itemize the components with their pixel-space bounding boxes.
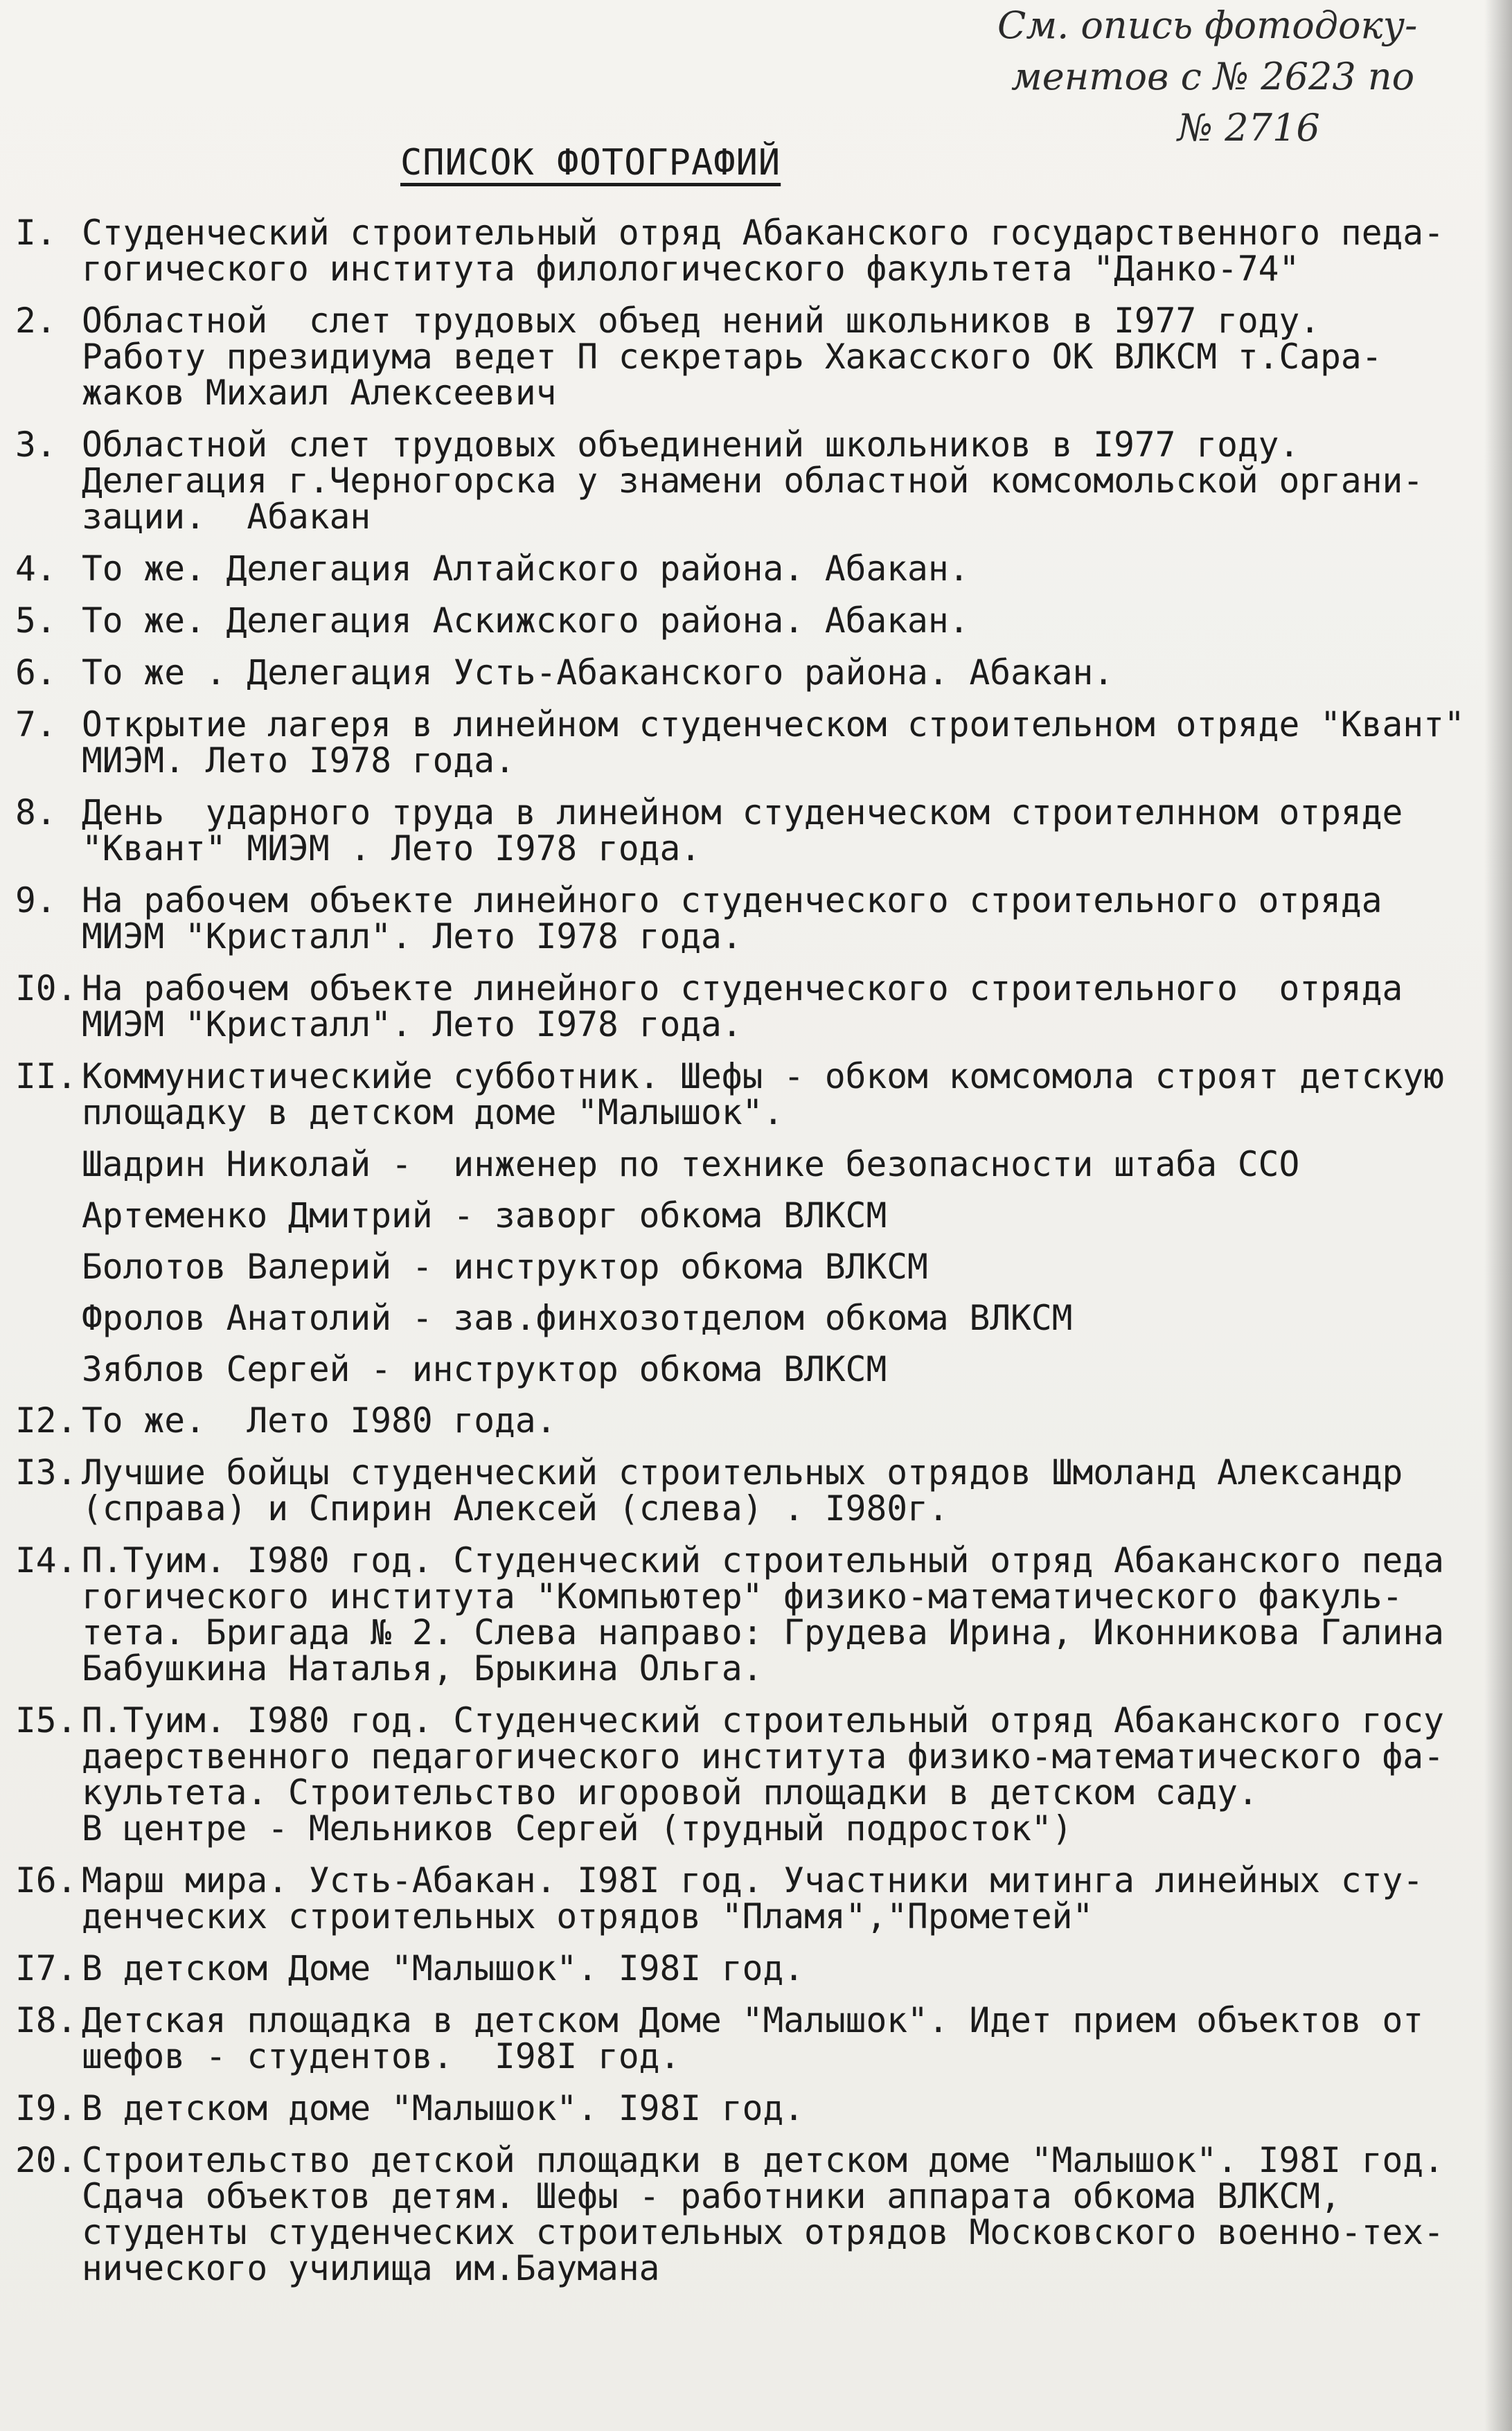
item-text-line: жаков Михаил Алексеевич [82, 373, 557, 413]
item-text-line: В детском Доме "Малышок". I98I год. [82, 1948, 805, 1988]
item-number: I9. [15, 2088, 78, 2128]
list-item [15, 654, 1504, 691]
item-text-line: (справа) и Спирин Алексей (слева) . I980г. [82, 1488, 949, 1529]
item-text [82, 600, 1504, 641]
item-text-line: зации. Абакан [82, 497, 371, 537]
list-item [15, 1950, 1504, 1986]
item-text-line: То же. Делегация Аскижского района. Абакан. [82, 600, 970, 641]
item-text [82, 2002, 1504, 2074]
list-item [15, 600, 1504, 641]
list-item [15, 882, 1504, 954]
list-item [15, 704, 1504, 781]
list-item [15, 2142, 1504, 2286]
item-text-line: культета. Строительство игоровой площадки в детском саду. [82, 1772, 1258, 1813]
item-text-line: шефов - студентов. I98I год. [82, 2036, 681, 2076]
handwritten-note [997, 0, 1510, 154]
item-number: I2. [15, 1400, 78, 1441]
item-text [82, 215, 1504, 287]
item-number: 8. [15, 792, 57, 832]
people-list [82, 1146, 1504, 1387]
item-number: I. [15, 213, 57, 253]
item-text-line: Коммунистическийе субботник. Шефы - обком комсомола строят детскую [82, 1056, 1444, 1096]
item-number: 7. [15, 704, 57, 745]
item-text-line: Делегация г.Черногорска у знамени областной комсомольской органи- [82, 461, 1424, 501]
list-item [15, 970, 1504, 1042]
item-text-line: площадку в детском доме "Малышок". [82, 1092, 784, 1132]
item-text [82, 1950, 1504, 1986]
item-text-line: студенты студенческих строительных отрядов Московского военно-тех- [82, 2212, 1444, 2252]
item-text-line: Лучшие бойцы студенческий строительных отрядов Шмоланд Александр [82, 1452, 1403, 1493]
item-text-line: П.Туим. I980 год. Студенческий строительный отряд Абаканского госу [82, 1700, 1444, 1740]
list-item [15, 215, 1504, 287]
list-item [15, 2002, 1504, 2074]
item-text-line: Сдача объектов детям. Шефы - работники аппарата обкома ВЛКСМ, [82, 2176, 1341, 2216]
item-number: I7. [15, 1948, 78, 1988]
item-text-line: гогического института "Компьютер" физико-математического факуль- [82, 1576, 1403, 1617]
item-text-line: Бабушкина Наталья, Брыкина Ольга. [82, 1648, 763, 1689]
item-text [82, 704, 1504, 781]
item-number: I4. [15, 1540, 78, 1580]
item-number: 2. [15, 301, 57, 341]
item-text-line: Работу президиума ведет П секретарь Хакасского ОК ВЛКСМ т.Сара- [82, 337, 1382, 377]
photo-list [15, 215, 1504, 2302]
list-item [15, 427, 1504, 535]
item-text [82, 1058, 1504, 1130]
item-number: 20. [15, 2140, 78, 2180]
item-number: II. [15, 1056, 78, 1096]
document-title: СПИСОК ФОТОГРАФИЙ [400, 142, 781, 184]
item-text-line: День ударного труда в линейном студенческом строителнном отряде [82, 792, 1403, 832]
item-text-line: гогического института филологического факультета "Данко-74" [82, 249, 1300, 289]
item-number: 3. [15, 425, 57, 465]
item-text-line: денческих строительных отрядов "Пламя","Прометей" [82, 1896, 1094, 1936]
item-text-line: МИЭМ "Кристалл". Лето I978 года. [82, 1004, 742, 1044]
list-item [15, 792, 1504, 869]
list-item [15, 1862, 1504, 1934]
item-number: I5. [15, 1700, 78, 1740]
item-text-line: тета. Бригада № 2. Слева направо: Грудева Ирина, Иконникова Галина [82, 1612, 1444, 1653]
item-text [82, 882, 1504, 954]
item-text [82, 792, 1504, 869]
item-number: I8. [15, 2000, 78, 2040]
list-item [15, 303, 1504, 411]
item-number: I6. [15, 1860, 78, 1900]
item-text [82, 970, 1504, 1042]
item-text [82, 2142, 1504, 2286]
item-text-line: МИЭМ. Лето I978 года. [82, 740, 515, 781]
item-text [82, 427, 1504, 535]
person-entry: Зяблов Сергей - инструктор обкома ВЛКСМ [82, 1349, 887, 1389]
list-item [15, 1058, 1504, 1130]
item-text-line: Областной слет трудовых объед нений школьников в I977 году. [82, 301, 1321, 341]
item-number: I3. [15, 1452, 78, 1493]
person-entry: Фролов Анатолий - зав.финхозотделом обкома ВЛКСМ [82, 1298, 1073, 1338]
item-text-line: В центре - Мельников Сергей (трудный подросток") [82, 1808, 1073, 1849]
item-text-line: МИЭМ "Кристалл". Лето I978 года. [82, 916, 742, 956]
person-entry: Артеменко Дмитрий - заворг обкома ВЛКСМ [82, 1195, 887, 1236]
item-text-line: То же. Лето I980 года. [82, 1400, 557, 1441]
item-text-line: Студенческий строительный отряд Абаканского государственного педа- [82, 213, 1444, 253]
handwritten-note-line: См. опись фотодоку- [997, 3, 1418, 47]
handwritten-note-line: ментов с № 2623 по [1011, 55, 1415, 98]
item-number: 4. [15, 549, 57, 589]
item-text-line: На рабочем объекте линейного студенческого строительного отряда [82, 968, 1403, 1008]
handwritten-note-line: № 2716 [1177, 106, 1320, 150]
item-number: I0. [15, 968, 78, 1008]
item-text-line: То же . Делегация Усть-Абаканского района. Абакан. [82, 652, 1114, 693]
item-text-line: Областной слет трудовых объединений школьников в I977 году. [82, 425, 1300, 465]
list-item [15, 551, 1504, 587]
item-text-line: даерственного педагогического института физико-математического фа- [82, 1736, 1444, 1776]
list-item [15, 2090, 1504, 2126]
item-text-line: П.Туим. I980 год. Студенческий строительный отряд Абаканского педа [82, 1540, 1444, 1580]
item-text-line: нического училища им.Баумана [82, 2248, 660, 2288]
list-item [15, 1452, 1504, 1529]
item-text-line: В детском доме "Малышок". I98I год. [82, 2088, 805, 2128]
item-text [82, 551, 1504, 587]
item-number: 9. [15, 880, 57, 920]
item-text-line: Детская площадка в детском Доме "Малышок". Идет прием объектов от [82, 2000, 1424, 2040]
list-item [15, 1540, 1504, 1689]
item-text [82, 1540, 1504, 1689]
item-text-line: Открытие лагеря в линейном студенческом строительном отряде "Квант" [82, 704, 1465, 745]
item-text-line: Марш мира. Усть-Абакан. I98I год. Участники митинга линейных сту- [82, 1860, 1424, 1900]
item-text [82, 303, 1504, 411]
item-text-line: На рабочем объекте линейного студенческого строительного отряда [82, 880, 1382, 920]
person-entry: Шадрин Николай - инженер по технике безопаcности штаба ССО [82, 1144, 1300, 1184]
item-text [82, 2090, 1504, 2126]
item-text-line: То же. Делегация Алтайского района. Абакан. [82, 549, 970, 589]
item-number: 6. [15, 652, 57, 693]
list-item [15, 1402, 1504, 1439]
item-text [82, 1402, 1504, 1439]
list-item [15, 1700, 1504, 1849]
item-text-line: "Квант" МИЭМ . Лето I978 года. [82, 828, 702, 869]
item-text [82, 654, 1504, 691]
item-number: 5. [15, 600, 57, 641]
item-text [82, 1452, 1504, 1529]
item-text-line: Строительство детской площадки в детском доме "Малышок". I98I год. [82, 2140, 1444, 2180]
item-text [82, 1862, 1504, 1934]
item-text [82, 1700, 1504, 1849]
person-entry: Болотов Валерий - инструктор обкома ВЛКСМ [82, 1247, 928, 1287]
